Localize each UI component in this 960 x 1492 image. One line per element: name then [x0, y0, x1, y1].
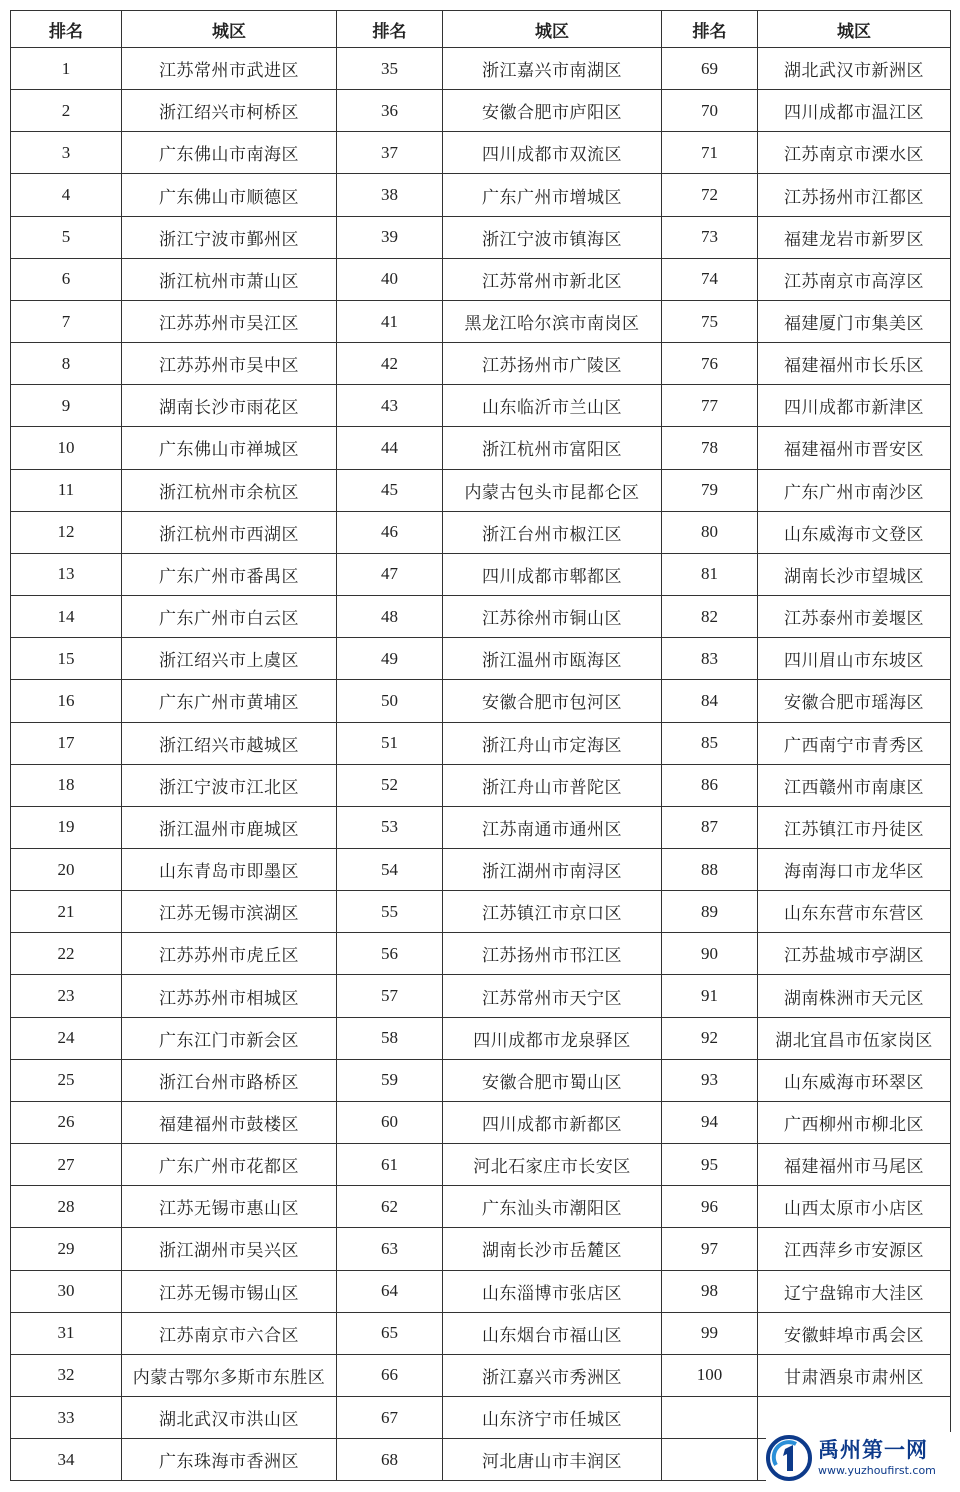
district-cell: 山东淄博市张店区 — [443, 1270, 662, 1312]
district-cell: 湖南长沙市雨花区 — [122, 385, 337, 427]
district-cell: 江苏镇江市丹徒区 — [758, 806, 951, 848]
rank-cell: 72 — [662, 174, 758, 216]
rank-cell: 95 — [662, 1144, 758, 1186]
district-cell: 海南海口市龙华区 — [758, 848, 951, 890]
rank-cell: 19 — [11, 806, 122, 848]
rank-cell — [662, 1439, 758, 1481]
table-row — [11, 1228, 951, 1270]
rank-cell: 79 — [662, 469, 758, 511]
district-cell: 湖南长沙市望城区 — [758, 553, 951, 595]
district-cell: 浙江舟山市定海区 — [443, 722, 662, 764]
table-row — [11, 216, 951, 258]
rank-cell: 16 — [11, 680, 122, 722]
table-row — [11, 300, 951, 342]
rank-cell: 61 — [337, 1144, 443, 1186]
district-cell: 河北石家庄市长安区 — [443, 1144, 662, 1186]
rank-cell: 26 — [11, 1101, 122, 1143]
district-cell: 广西柳州市柳北区 — [758, 1101, 951, 1143]
table-row — [11, 553, 951, 595]
rank-cell: 43 — [337, 385, 443, 427]
rank-cell: 47 — [337, 553, 443, 595]
rank-cell: 98 — [662, 1270, 758, 1312]
district-cell: 浙江嘉兴市秀洲区 — [443, 1354, 662, 1396]
district-cell: 浙江绍兴市越城区 — [122, 722, 337, 764]
district-cell: 山东威海市环翠区 — [758, 1059, 951, 1101]
yuzhou-logo-icon — [766, 1435, 812, 1481]
table-row — [11, 343, 951, 385]
rank-cell: 69 — [662, 48, 758, 90]
rank-cell: 38 — [337, 174, 443, 216]
table-row — [11, 1017, 951, 1059]
rank-cell: 22 — [11, 933, 122, 975]
rank-cell: 89 — [662, 891, 758, 933]
table-row — [11, 1312, 951, 1354]
rank-cell: 15 — [11, 638, 122, 680]
ranking-table — [10, 10, 951, 1481]
district-cell: 浙江舟山市普陀区 — [443, 764, 662, 806]
district-cell: 广东广州市花都区 — [122, 1144, 337, 1186]
district-cell: 广东汕头市潮阳区 — [443, 1186, 662, 1228]
district-cell: 甘肃酒泉市肃州区 — [758, 1354, 951, 1396]
rank-cell: 49 — [337, 638, 443, 680]
district-cell: 广东广州市增城区 — [443, 174, 662, 216]
district-cell: 河北唐山市丰润区 — [443, 1439, 662, 1481]
district-cell: 浙江台州市椒江区 — [443, 511, 662, 553]
district-cell: 广东江门市新会区 — [122, 1017, 337, 1059]
table-row — [11, 638, 951, 680]
watermark — [766, 1432, 952, 1484]
district-cell: 江西赣州市南康区 — [758, 764, 951, 806]
rank-cell: 11 — [11, 469, 122, 511]
district-cell: 江苏南京市溧水区 — [758, 132, 951, 174]
rank-cell: 4 — [11, 174, 122, 216]
district-cell: 江苏无锡市滨湖区 — [122, 891, 337, 933]
table-row — [11, 1101, 951, 1143]
header-rank: 排名 — [662, 11, 758, 48]
district-cell: 江苏苏州市虎丘区 — [122, 933, 337, 975]
district-cell: 江苏盐城市亭湖区 — [758, 933, 951, 975]
district-cell: 山东青岛市即墨区 — [122, 848, 337, 890]
rank-cell: 40 — [337, 258, 443, 300]
table-row — [11, 764, 951, 806]
district-cell: 江苏苏州市相城区 — [122, 975, 337, 1017]
district-cell: 浙江温州市鹿城区 — [122, 806, 337, 848]
rank-cell: 86 — [662, 764, 758, 806]
header-district: 城区 — [443, 11, 662, 48]
table-row — [11, 174, 951, 216]
rank-cell: 32 — [11, 1354, 122, 1396]
district-cell: 安徽蚌埠市禹会区 — [758, 1312, 951, 1354]
district-cell: 安徽合肥市蜀山区 — [443, 1059, 662, 1101]
rank-cell: 31 — [11, 1312, 122, 1354]
rank-cell: 9 — [11, 385, 122, 427]
table-row — [11, 1144, 951, 1186]
district-cell: 浙江杭州市余杭区 — [122, 469, 337, 511]
district-cell: 浙江宁波市鄞州区 — [122, 216, 337, 258]
rank-cell: 46 — [337, 511, 443, 553]
table-row — [11, 680, 951, 722]
table-row — [11, 1186, 951, 1228]
rank-cell: 29 — [11, 1228, 122, 1270]
table-row — [11, 1059, 951, 1101]
rank-cell: 66 — [337, 1354, 443, 1396]
district-cell: 江苏常州市天宁区 — [443, 975, 662, 1017]
district-cell: 广东广州市黄埔区 — [122, 680, 337, 722]
rank-cell: 37 — [337, 132, 443, 174]
table-body — [11, 48, 951, 1481]
rank-cell: 97 — [662, 1228, 758, 1270]
header-rank: 排名 — [11, 11, 122, 48]
table-row — [11, 596, 951, 638]
district-cell: 福建厦门市集美区 — [758, 300, 951, 342]
district-cell: 四川成都市双流区 — [443, 132, 662, 174]
rank-cell: 93 — [662, 1059, 758, 1101]
rank-cell: 92 — [662, 1017, 758, 1059]
rank-cell: 67 — [337, 1397, 443, 1439]
district-cell: 福建福州市长乐区 — [758, 343, 951, 385]
district-cell: 江苏南京市高淳区 — [758, 258, 951, 300]
district-cell: 福建福州市晋安区 — [758, 427, 951, 469]
rank-cell: 77 — [662, 385, 758, 427]
district-cell: 江苏泰州市姜堰区 — [758, 596, 951, 638]
district-cell: 江苏扬州市江都区 — [758, 174, 951, 216]
table-row — [11, 1354, 951, 1396]
district-cell: 浙江湖州市吴兴区 — [122, 1228, 337, 1270]
rank-cell: 3 — [11, 132, 122, 174]
watermark-name: 禹州第一网 — [818, 1438, 928, 1462]
district-cell: 四川成都市郫都区 — [443, 553, 662, 595]
district-cell: 四川眉山市东坡区 — [758, 638, 951, 680]
table-row — [11, 385, 951, 427]
rank-cell: 21 — [11, 891, 122, 933]
rank-cell: 74 — [662, 258, 758, 300]
rank-cell: 70 — [662, 90, 758, 132]
district-cell: 广东佛山市顺德区 — [122, 174, 337, 216]
district-cell: 福建龙岩市新罗区 — [758, 216, 951, 258]
rank-cell: 33 — [11, 1397, 122, 1439]
rank-cell: 51 — [337, 722, 443, 764]
rank-cell: 99 — [662, 1312, 758, 1354]
rank-cell: 34 — [11, 1439, 122, 1481]
district-cell: 安徽合肥市瑶海区 — [758, 680, 951, 722]
district-cell: 浙江台州市路桥区 — [122, 1059, 337, 1101]
table-row — [11, 933, 951, 975]
district-cell: 江苏扬州市邗江区 — [443, 933, 662, 975]
district-cell: 山东济宁市任城区 — [443, 1397, 662, 1439]
rank-cell: 10 — [11, 427, 122, 469]
rank-cell: 36 — [337, 90, 443, 132]
table-row — [11, 1270, 951, 1312]
district-cell: 福建福州市马尾区 — [758, 1144, 951, 1186]
district-cell: 湖北武汉市新洲区 — [758, 48, 951, 90]
rank-cell: 62 — [337, 1186, 443, 1228]
table-row — [11, 90, 951, 132]
rank-cell: 53 — [337, 806, 443, 848]
district-cell: 江苏苏州市吴中区 — [122, 343, 337, 385]
rank-cell: 54 — [337, 848, 443, 890]
rank-cell: 50 — [337, 680, 443, 722]
rank-cell: 35 — [337, 48, 443, 90]
rank-cell: 24 — [11, 1017, 122, 1059]
district-cell: 山东临沂市兰山区 — [443, 385, 662, 427]
district-cell: 四川成都市温江区 — [758, 90, 951, 132]
rank-cell: 82 — [662, 596, 758, 638]
rank-cell: 59 — [337, 1059, 443, 1101]
rank-cell: 23 — [11, 975, 122, 1017]
rank-cell: 63 — [337, 1228, 443, 1270]
rank-cell: 73 — [662, 216, 758, 258]
district-cell: 安徽合肥市庐阳区 — [443, 90, 662, 132]
table-row — [11, 848, 951, 890]
district-cell: 广东广州市白云区 — [122, 596, 337, 638]
table-row — [11, 891, 951, 933]
rank-cell: 64 — [337, 1270, 443, 1312]
rank-cell: 52 — [337, 764, 443, 806]
rank-cell: 81 — [662, 553, 758, 595]
district-cell: 浙江绍兴市上虞区 — [122, 638, 337, 680]
district-cell: 山东威海市文登区 — [758, 511, 951, 553]
district-cell: 四川成都市龙泉驿区 — [443, 1017, 662, 1059]
rank-cell: 96 — [662, 1186, 758, 1228]
district-cell: 山东烟台市福山区 — [443, 1312, 662, 1354]
district-cell: 广东广州市番禺区 — [122, 553, 337, 595]
district-cell: 广西南宁市青秀区 — [758, 722, 951, 764]
header-district: 城区 — [758, 11, 951, 48]
district-cell: 江苏无锡市惠山区 — [122, 1186, 337, 1228]
rank-cell: 2 — [11, 90, 122, 132]
rank-cell: 78 — [662, 427, 758, 469]
rank-cell: 30 — [11, 1270, 122, 1312]
rank-cell: 18 — [11, 764, 122, 806]
district-cell: 江苏常州市新北区 — [443, 258, 662, 300]
rank-cell: 20 — [11, 848, 122, 890]
rank-cell: 56 — [337, 933, 443, 975]
district-cell: 广东佛山市南海区 — [122, 132, 337, 174]
rank-cell: 28 — [11, 1186, 122, 1228]
district-cell: 辽宁盘锦市大洼区 — [758, 1270, 951, 1312]
rank-cell: 7 — [11, 300, 122, 342]
rank-cell: 12 — [11, 511, 122, 553]
district-cell: 浙江湖州市南浔区 — [443, 848, 662, 890]
rank-cell: 14 — [11, 596, 122, 638]
district-cell: 江西萍乡市安源区 — [758, 1228, 951, 1270]
rank-cell: 84 — [662, 680, 758, 722]
table-row — [11, 132, 951, 174]
rank-cell: 44 — [337, 427, 443, 469]
rank-cell: 25 — [11, 1059, 122, 1101]
rank-cell: 27 — [11, 1144, 122, 1186]
district-cell: 浙江宁波市江北区 — [122, 764, 337, 806]
rank-cell: 94 — [662, 1101, 758, 1143]
table-row — [11, 48, 951, 90]
district-cell: 内蒙古鄂尔多斯市东胜区 — [122, 1354, 337, 1396]
district-cell: 湖北宜昌市伍家岗区 — [758, 1017, 951, 1059]
rank-cell: 5 — [11, 216, 122, 258]
district-cell: 浙江杭州市富阳区 — [443, 427, 662, 469]
table-row — [11, 427, 951, 469]
district-cell: 江苏无锡市锡山区 — [122, 1270, 337, 1312]
rank-cell: 75 — [662, 300, 758, 342]
district-cell: 江苏扬州市广陵区 — [443, 343, 662, 385]
rank-cell: 88 — [662, 848, 758, 890]
rank-cell: 80 — [662, 511, 758, 553]
rank-cell: 45 — [337, 469, 443, 511]
table-row — [11, 511, 951, 553]
rank-cell: 100 — [662, 1354, 758, 1396]
rank-cell: 83 — [662, 638, 758, 680]
district-cell: 安徽合肥市包河区 — [443, 680, 662, 722]
rank-cell: 90 — [662, 933, 758, 975]
district-cell: 江苏镇江市京口区 — [443, 891, 662, 933]
district-cell: 广东佛山市禅城区 — [122, 427, 337, 469]
district-cell: 浙江温州市瓯海区 — [443, 638, 662, 680]
district-cell: 江苏南京市六合区 — [122, 1312, 337, 1354]
district-cell: 江苏苏州市吴江区 — [122, 300, 337, 342]
district-cell: 江苏徐州市铜山区 — [443, 596, 662, 638]
district-cell: 四川成都市新津区 — [758, 385, 951, 427]
table-row — [11, 258, 951, 300]
district-cell: 浙江嘉兴市南湖区 — [443, 48, 662, 90]
district-cell: 浙江杭州市西湖区 — [122, 511, 337, 553]
rank-cell: 13 — [11, 553, 122, 595]
district-cell: 浙江绍兴市柯桥区 — [122, 90, 337, 132]
rank-cell: 39 — [337, 216, 443, 258]
rank-cell: 41 — [337, 300, 443, 342]
district-cell: 黑龙江哈尔滨市南岗区 — [443, 300, 662, 342]
watermark-url: www.yuzhoufirst.com — [818, 1464, 936, 1477]
rank-cell: 48 — [337, 596, 443, 638]
rank-cell — [662, 1397, 758, 1439]
district-cell: 广东珠海市香洲区 — [122, 1439, 337, 1481]
rank-cell: 42 — [337, 343, 443, 385]
rank-cell: 76 — [662, 343, 758, 385]
district-cell: 广东广州市南沙区 — [758, 469, 951, 511]
district-cell: 浙江杭州市萧山区 — [122, 258, 337, 300]
rank-cell: 87 — [662, 806, 758, 848]
district-cell: 山西太原市小店区 — [758, 1186, 951, 1228]
district-cell: 福建福州市鼓楼区 — [122, 1101, 337, 1143]
district-cell: 湖北武汉市洪山区 — [122, 1397, 337, 1439]
header-row — [11, 11, 951, 48]
district-cell: 四川成都市新都区 — [443, 1101, 662, 1143]
rank-cell: 57 — [337, 975, 443, 1017]
table-row — [11, 469, 951, 511]
rank-cell: 58 — [337, 1017, 443, 1059]
rank-cell: 60 — [337, 1101, 443, 1143]
district-cell: 内蒙古包头市昆都仑区 — [443, 469, 662, 511]
district-cell: 浙江宁波市镇海区 — [443, 216, 662, 258]
district-cell: 湖南株洲市天元区 — [758, 975, 951, 1017]
rank-cell: 68 — [337, 1439, 443, 1481]
rank-cell: 65 — [337, 1312, 443, 1354]
rank-cell: 6 — [11, 258, 122, 300]
header-rank: 排名 — [337, 11, 443, 48]
rank-cell: 85 — [662, 722, 758, 764]
header-district: 城区 — [122, 11, 337, 48]
district-cell: 湖南长沙市岳麓区 — [443, 1228, 662, 1270]
district-cell: 山东东营市东营区 — [758, 891, 951, 933]
rank-cell: 17 — [11, 722, 122, 764]
table-row — [11, 975, 951, 1017]
table-row — [11, 722, 951, 764]
rank-cell: 91 — [662, 975, 758, 1017]
rank-cell: 8 — [11, 343, 122, 385]
district-cell: 江苏南通市通州区 — [443, 806, 662, 848]
rank-cell: 55 — [337, 891, 443, 933]
rank-cell: 71 — [662, 132, 758, 174]
table-row — [11, 806, 951, 848]
rank-cell: 1 — [11, 48, 122, 90]
district-cell: 江苏常州市武进区 — [122, 48, 337, 90]
